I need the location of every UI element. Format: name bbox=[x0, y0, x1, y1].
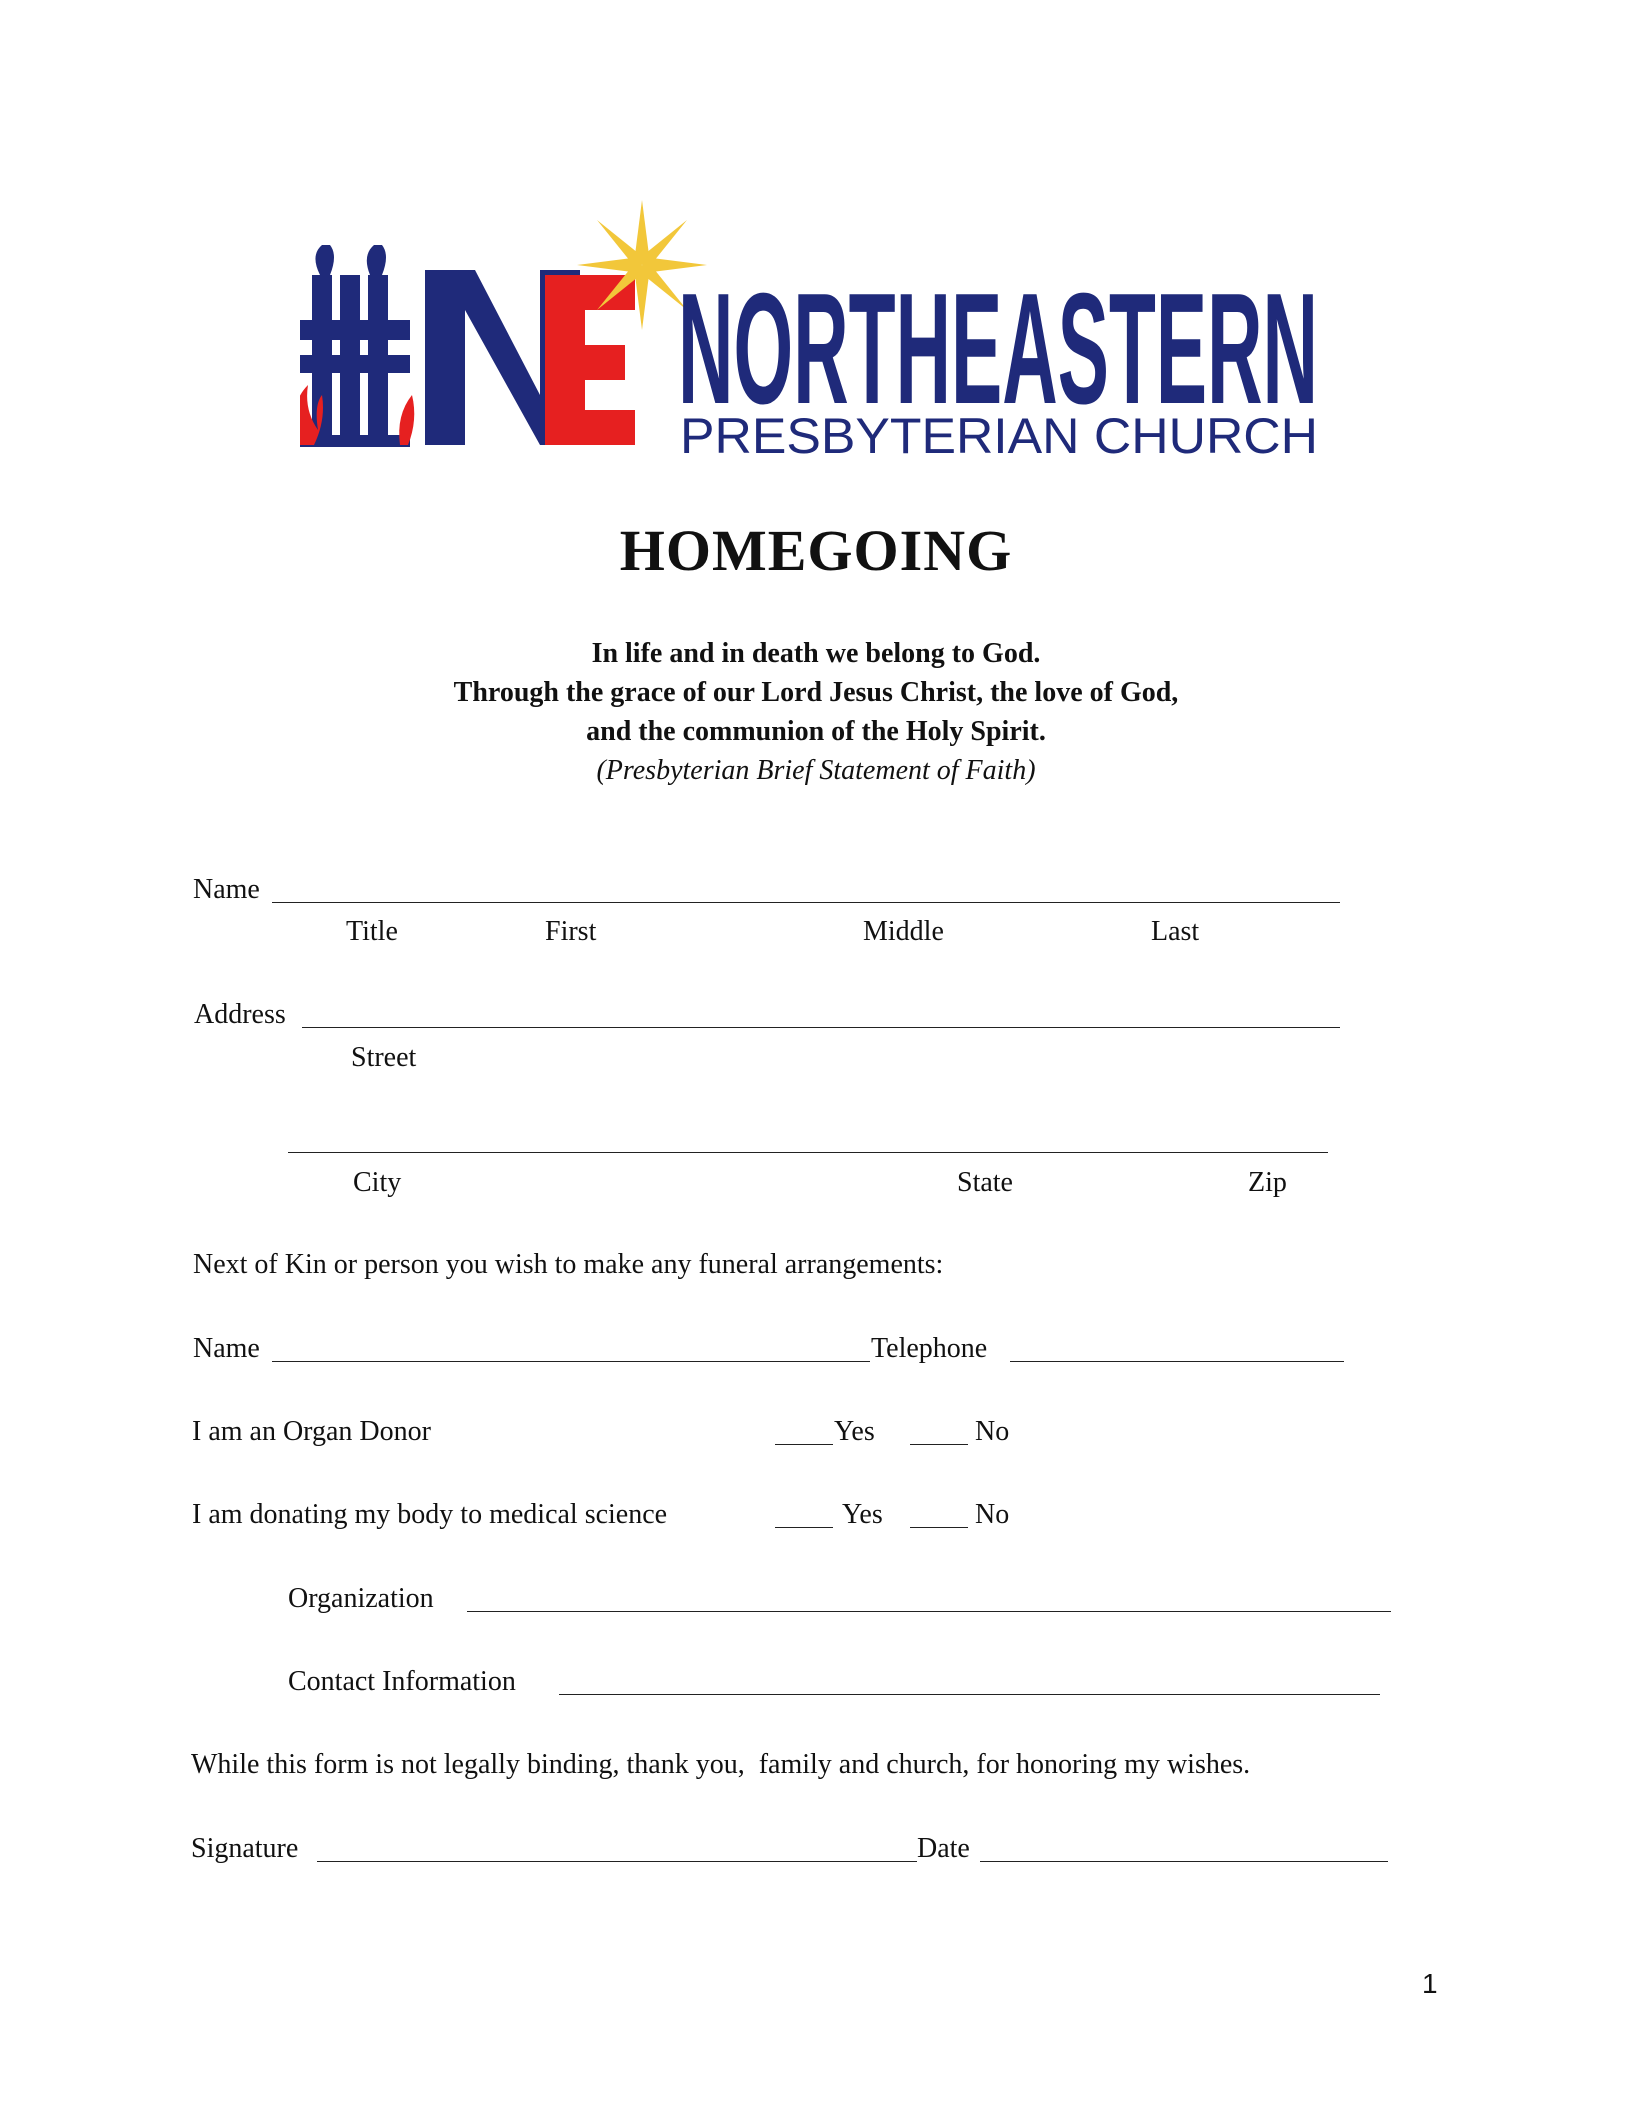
kin-name-field[interactable] bbox=[272, 1361, 870, 1362]
address-sub-street: Street bbox=[351, 1042, 417, 1073]
date-field[interactable] bbox=[980, 1861, 1388, 1862]
name-sub-title: Title bbox=[346, 916, 398, 947]
signature-label: Signature bbox=[191, 1833, 299, 1864]
address-sub-city: City bbox=[353, 1167, 402, 1198]
telephone-field[interactable] bbox=[1010, 1361, 1344, 1362]
organ-donor-yes-blank[interactable] bbox=[775, 1444, 833, 1445]
quote-line-1: In life and in death we belong to God. bbox=[591, 638, 1041, 669]
name-label: Name bbox=[193, 874, 260, 905]
body-donation-no-blank[interactable] bbox=[910, 1527, 968, 1528]
organization-field[interactable] bbox=[467, 1611, 1391, 1612]
quote-line-2: Through the grace of our Lord Jesus Christ, the love of God, bbox=[453, 677, 1179, 708]
logo-name-line1: NORTHEASTERN bbox=[678, 261, 1318, 437]
body-donation-yes-blank[interactable] bbox=[775, 1527, 833, 1528]
quote-citation: (Presbyterian Brief Statement of Faith) bbox=[596, 755, 1036, 786]
disclaimer-text: While this form is not legally binding, thank you, family and church, for honoring my wishes. bbox=[191, 1749, 1251, 1780]
street-field[interactable] bbox=[302, 1027, 1340, 1028]
name-sub-middle: Middle bbox=[863, 916, 944, 947]
city-state-zip-field[interactable] bbox=[288, 1152, 1328, 1153]
organ-donor-yes-label: Yes bbox=[834, 1416, 875, 1447]
body-donation-label: I am donating my body to medical science bbox=[192, 1499, 668, 1530]
ne-monogram-icon bbox=[425, 270, 635, 445]
quote-line-3: and the communion of the Holy Spirit. bbox=[586, 716, 1046, 747]
contact-information-field[interactable] bbox=[559, 1694, 1380, 1695]
kin-name-label: Name bbox=[193, 1333, 260, 1364]
logo-name-line2: PRESBYTERIAN CHURCH bbox=[680, 408, 1318, 464]
page-number: 1 bbox=[1422, 1968, 1438, 1999]
contact-information-label: Contact Information bbox=[288, 1666, 516, 1697]
logo-initials: NE bbox=[300, 195, 302, 196]
name-field[interactable] bbox=[272, 902, 1340, 903]
address-sub-state: State bbox=[957, 1167, 1013, 1198]
page-title: HOMEGOING bbox=[619, 518, 1013, 583]
body-donation-yes-label: Yes bbox=[842, 1499, 883, 1530]
signature-field[interactable] bbox=[317, 1861, 917, 1862]
name-sub-last: Last bbox=[1151, 916, 1200, 947]
organ-donor-no-blank[interactable] bbox=[910, 1444, 968, 1445]
address-sub-zip: Zip bbox=[1248, 1167, 1287, 1198]
telephone-label: Telephone bbox=[871, 1333, 988, 1364]
date-label: Date bbox=[917, 1833, 970, 1864]
next-of-kin-prompt: Next of Kin or person you wish to make any funeral arrangements: bbox=[193, 1249, 944, 1280]
address-label: Address bbox=[194, 999, 286, 1030]
presbyterian-seal-icon bbox=[300, 245, 414, 447]
organization-label: Organization bbox=[288, 1583, 434, 1614]
name-sub-first: First bbox=[545, 916, 597, 947]
organ-donor-label: I am an Organ Donor bbox=[192, 1416, 431, 1447]
church-logo bbox=[300, 195, 1340, 475]
organ-donor-no-label: No bbox=[975, 1416, 1010, 1447]
body-donation-no-label: No bbox=[975, 1499, 1010, 1530]
